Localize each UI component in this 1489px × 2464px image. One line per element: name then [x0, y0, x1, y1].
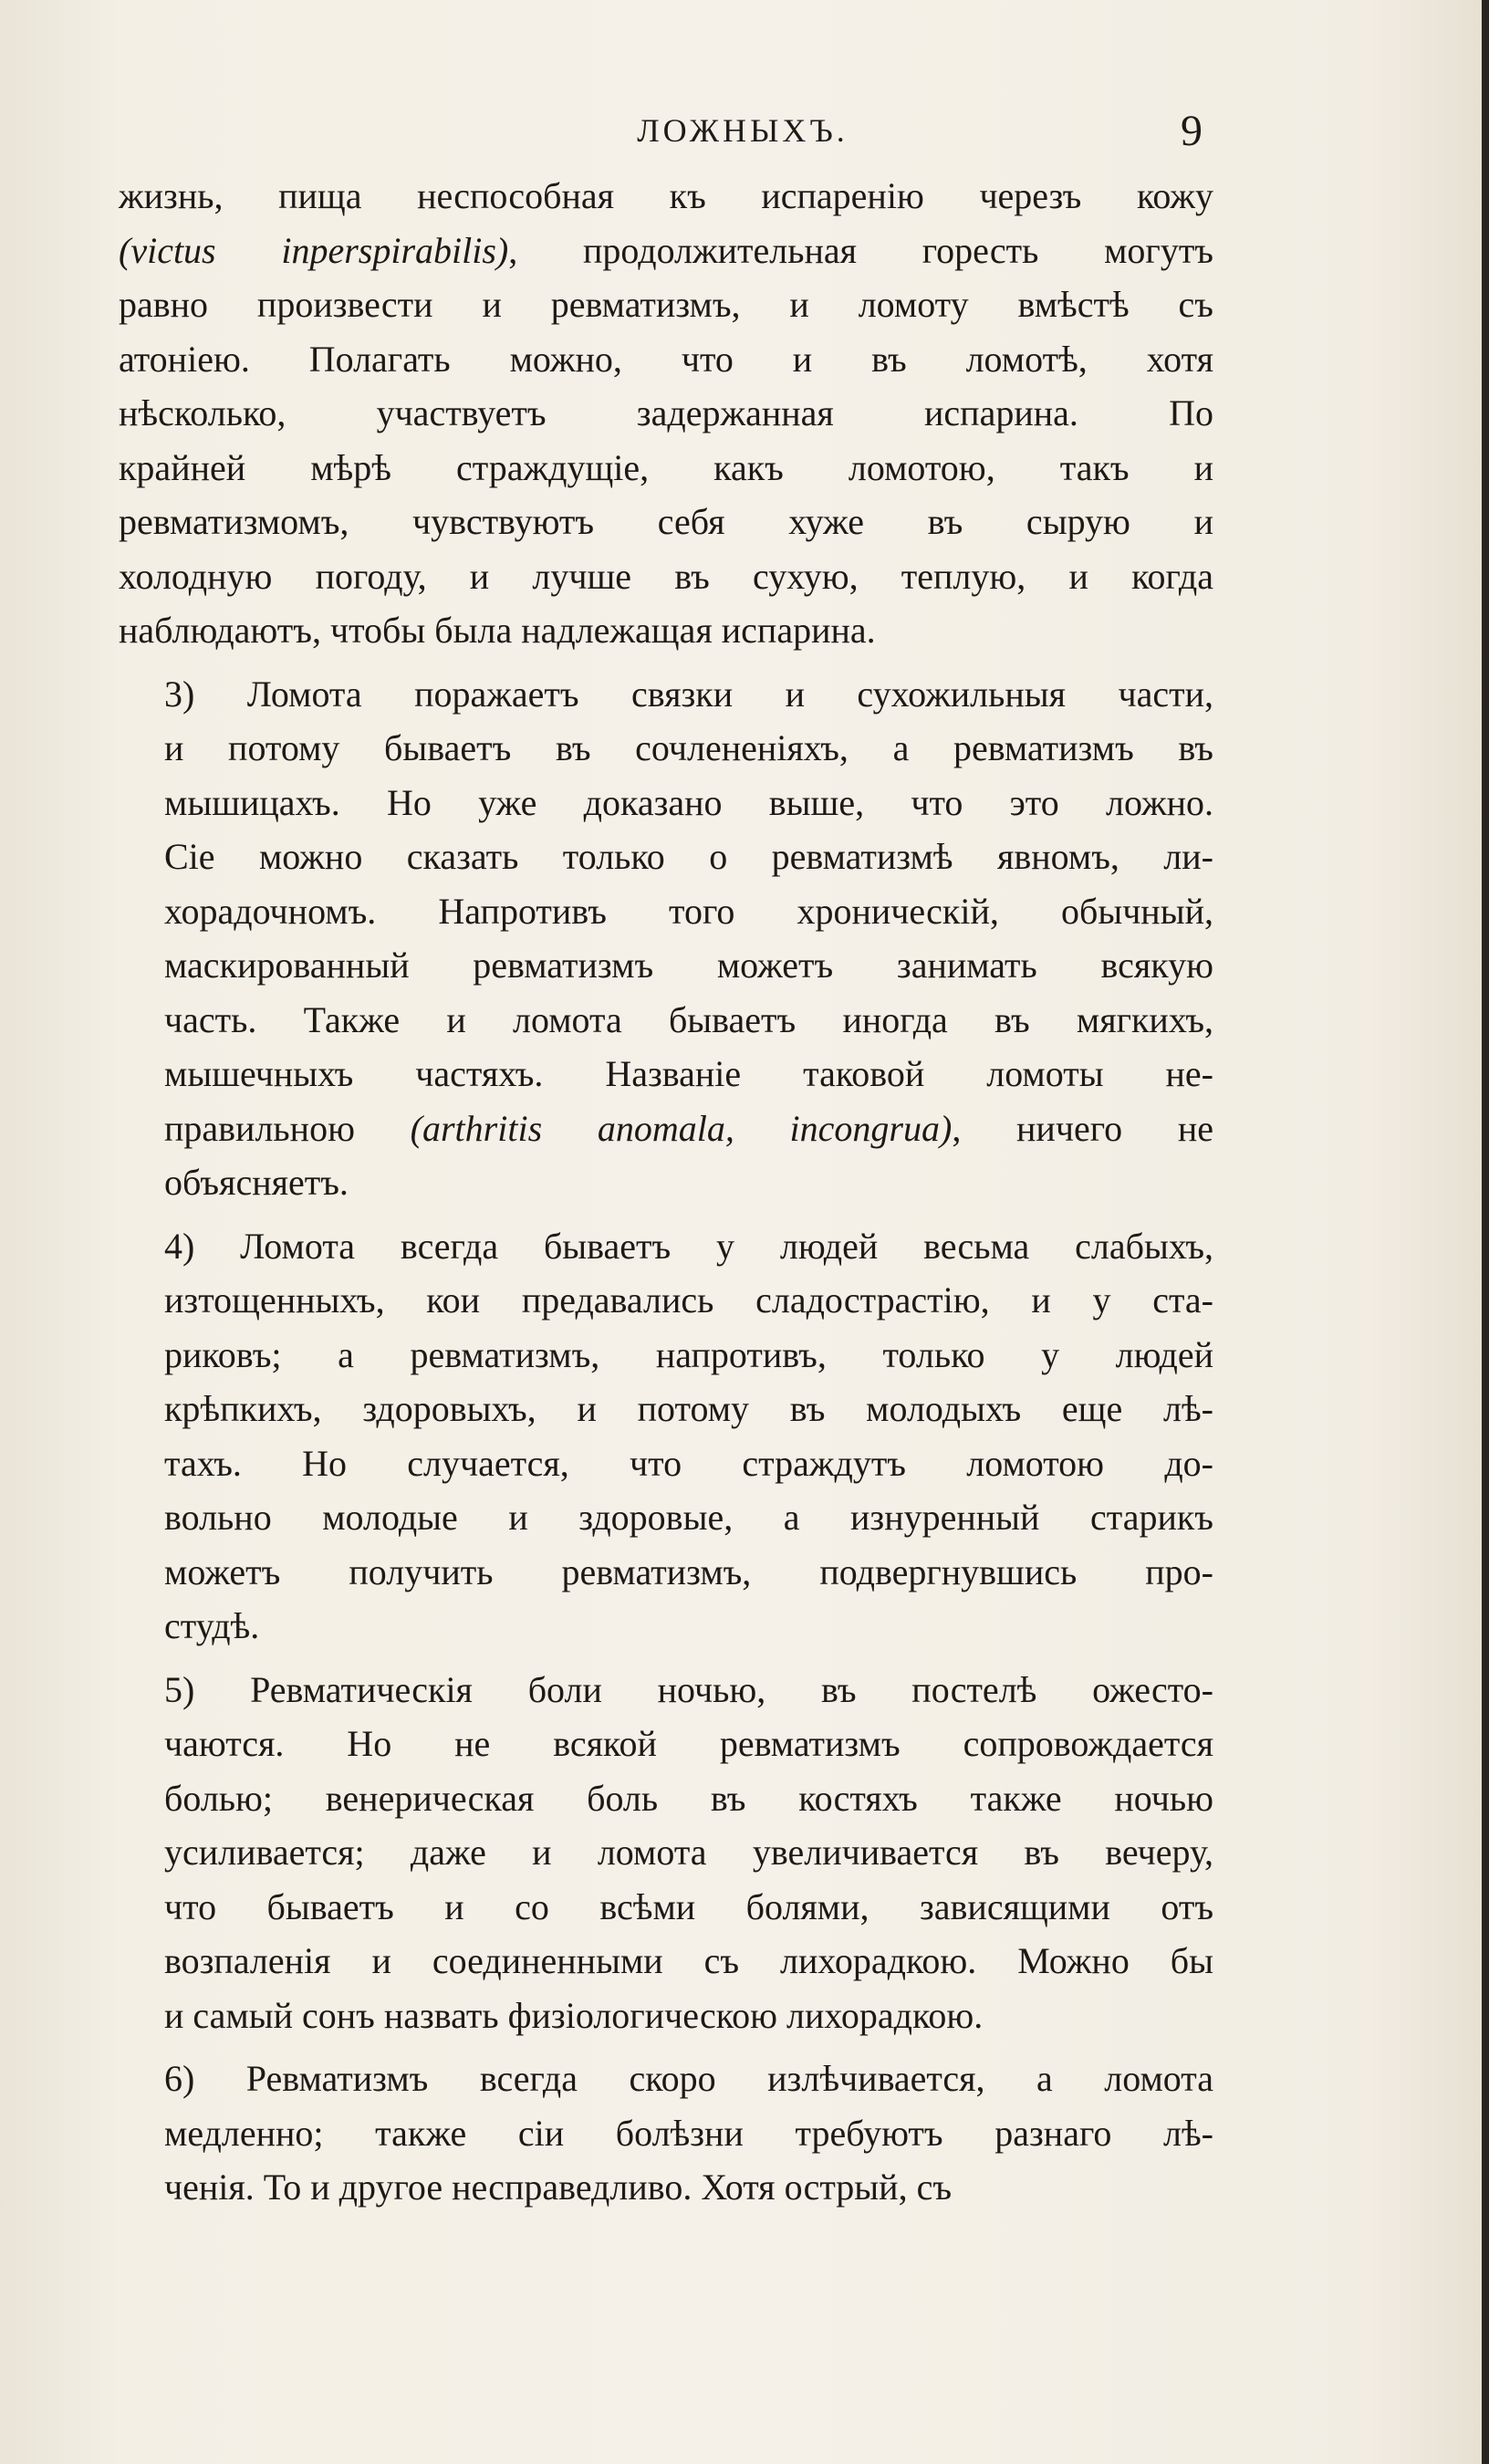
text-run: крайней мѣрѣ страждущіе, какъ ломотою, такъ и	[119, 446, 1213, 488]
text-line	[119, 1273, 1213, 1328]
text-run: , продолжительная горесть могутъ	[508, 229, 1213, 271]
text-line	[119, 603, 1213, 658]
text-line	[119, 1825, 1213, 1880]
paragraph	[119, 667, 1213, 1210]
paragraph	[119, 169, 1213, 658]
page-number: 9	[1181, 107, 1203, 155]
text-line	[119, 1219, 1213, 1274]
text-line	[119, 386, 1213, 441]
text-run: атоніею. Полагать можно, что и въ ломотѣ, хотя	[119, 338, 1213, 380]
text-run: болью; венерическая боль въ костяхъ также ночью	[164, 1777, 1213, 1819]
text-run: крѣпкихъ, здоровыхъ, и потому въ молодыхъ еще лѣ-	[164, 1388, 1213, 1429]
text-run: тахъ. Но случается, что страждутъ ломотою до-	[164, 1442, 1213, 1484]
text-run: жизнь, пища неспособная къ испаренію черезъ кожу	[119, 175, 1213, 216]
text-line	[119, 1155, 1213, 1210]
text-line	[119, 1599, 1213, 1654]
text-run: холодную погоду, и лучше въ сухую, теплую, и когда	[119, 555, 1213, 597]
text-line	[119, 1989, 1213, 2043]
text-line	[119, 884, 1213, 939]
text-line	[119, 776, 1213, 830]
text-line	[119, 993, 1213, 1048]
text-line	[119, 332, 1213, 387]
text-run: и потому бываетъ въ сочлененіяхъ, а ревматизмъ въ	[164, 727, 1213, 768]
text-run: мышицахъ. Но уже доказано выше, что это ложно.	[164, 781, 1213, 823]
text-run: мышечныхъ частяхъ. Названіе таковой ломоты не-	[164, 1053, 1213, 1094]
text-run: 3) Ломота поражаетъ связки и сухожильныя части,	[164, 673, 1213, 715]
body-text	[119, 169, 1213, 2215]
text-line	[119, 1771, 1213, 1826]
text-run: Сіе можно сказать только о ревматизмѣ явномъ, ли-	[164, 836, 1213, 877]
text-run: изтощенныхъ, кои предавались сладострастію, и у ста-	[164, 1279, 1213, 1321]
text-line	[119, 2160, 1213, 2215]
text-run: вольно молодые и здоровые, а изнуренный старикъ	[164, 1497, 1213, 1538]
text-run: 6) Ревматизмъ всегда скоро излѣчивается, а ломота	[164, 2058, 1213, 2099]
text-line	[119, 2052, 1213, 2106]
text-line	[119, 1717, 1213, 1771]
text-line	[119, 1101, 1213, 1156]
text-run: равно произвести и ревматизмъ, и ломоту вмѣстѣ съ	[119, 284, 1213, 325]
text-line	[119, 495, 1213, 549]
text-line	[119, 1490, 1213, 1545]
text-run: возпаленія и соединенными съ лихорадкою. Можно бы	[164, 1940, 1213, 1981]
running-title: ЛОЖНЫХЪ.	[637, 112, 849, 149]
text-run: объясняетъ.	[164, 1162, 349, 1203]
text-run: что бываетъ и со всѣми болями, зависящими отъ	[164, 1885, 1213, 1927]
latin-term: (victus inperspirabilis)	[119, 229, 509, 271]
text-run: 5) Ревматическія боли ночью, въ постелѣ ожесто-	[164, 1668, 1213, 1710]
page-header	[0, 107, 1485, 175]
text-line	[119, 1436, 1213, 1491]
text-run: 4) Ломота всегда бываетъ у людей весьма слабыхъ,	[164, 1225, 1213, 1267]
page-edge	[1482, 0, 1485, 2464]
text-run: хорадочномъ. Напротивъ того хроническій, обычный,	[164, 890, 1213, 932]
text-line	[119, 169, 1213, 224]
text-line	[119, 1880, 1213, 1935]
text-run: нѣсколько, участвуетъ задержанная испарина. По	[119, 392, 1213, 433]
text-line	[119, 830, 1213, 884]
text-line	[119, 2106, 1213, 2161]
text-run: ревматизмомъ, чувствуютъ себя хуже въ сырую и	[119, 501, 1213, 542]
text-run: риковъ; а ревматизмъ, напротивъ, только у людей	[164, 1333, 1213, 1375]
text-run: , ничего не	[952, 1107, 1213, 1149]
text-run: медленно; также сіи болѣзни требуютъ разнаго лѣ-	[164, 2112, 1213, 2154]
paragraph	[119, 1219, 1213, 1654]
text-run: и самый сонъ назвать физіологическою лихорадкою.	[164, 1994, 984, 2036]
text-line	[119, 721, 1213, 776]
text-run: усиливается; даже и ломота увеличивается въ вечеру,	[164, 1832, 1213, 1873]
text-line	[119, 1663, 1213, 1717]
text-line	[119, 1545, 1213, 1600]
latin-term: (arthritis anomala, incongrua)	[410, 1107, 953, 1149]
text-run: наблюдаютъ, чтобы была надлежащая испарина.	[119, 610, 876, 651]
text-line	[119, 938, 1213, 993]
paragraph	[119, 2052, 1213, 2215]
paragraph	[119, 1663, 1213, 2043]
text-run: студѣ.	[164, 1605, 260, 1646]
text-line	[119, 224, 1213, 278]
text-line	[119, 441, 1213, 496]
text-run: ченія. То и другое несправедливо. Хотя острый, съ	[164, 2166, 953, 2208]
text-line	[119, 277, 1213, 332]
text-run: маскированный ревматизмъ можетъ занимать всякую	[164, 945, 1213, 986]
text-line	[119, 1382, 1213, 1436]
text-line	[119, 1328, 1213, 1383]
text-line	[119, 1047, 1213, 1101]
text-line	[119, 1934, 1213, 1989]
text-run: чаются. Но не всякой ревматизмъ сопровождается	[164, 1723, 1213, 1764]
text-line	[119, 667, 1213, 722]
text-line	[119, 549, 1213, 604]
text-run: можетъ получить ревматизмъ, подвергнувшись про-	[164, 1550, 1213, 1592]
text-run: часть. Также и ломота бываетъ иногда въ мягкихъ,	[164, 998, 1213, 1040]
text-run: правильною	[164, 1107, 411, 1149]
